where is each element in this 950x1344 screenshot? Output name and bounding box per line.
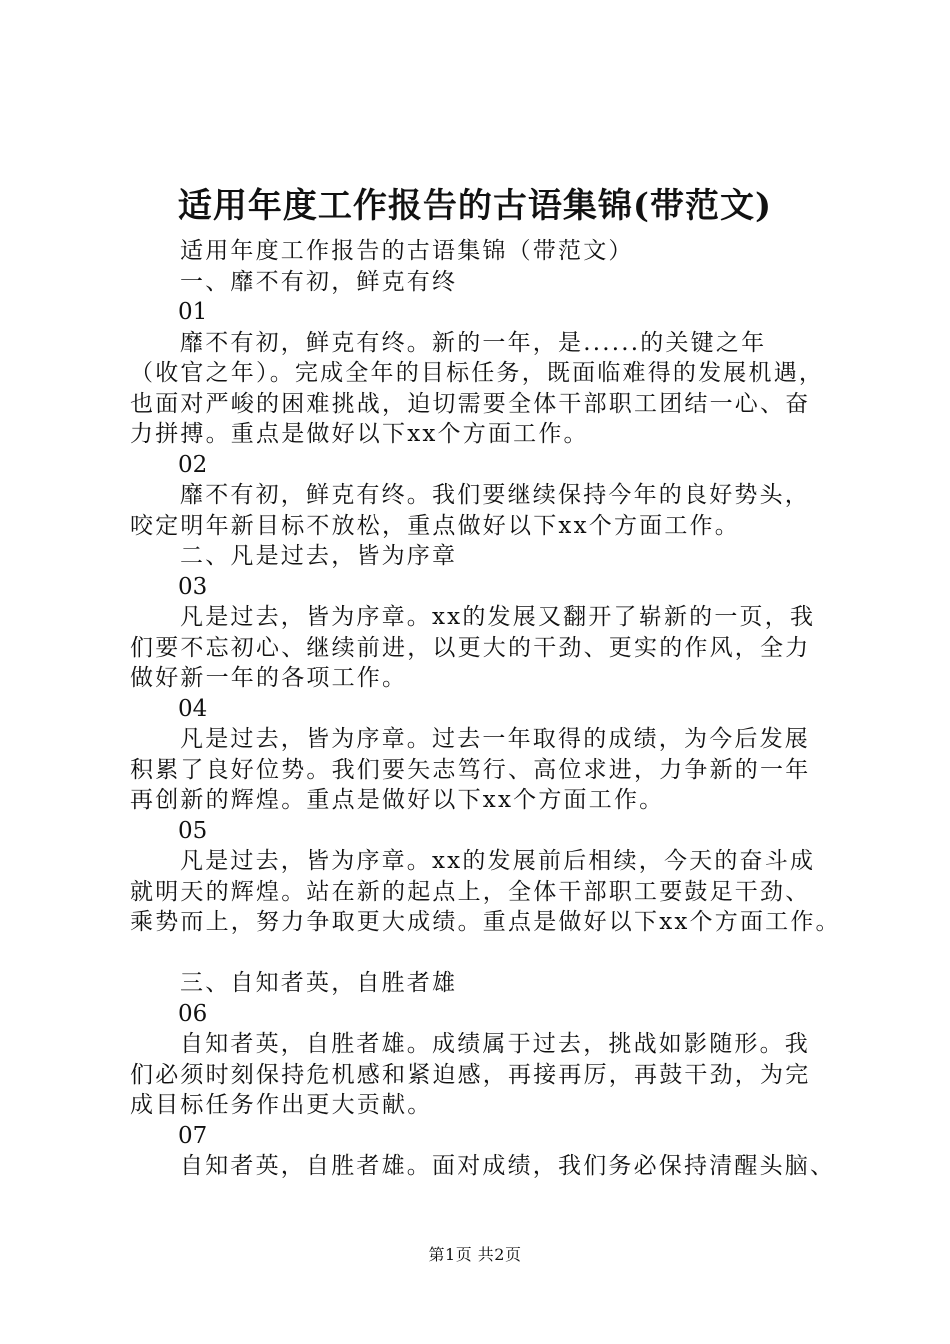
item-number: 06 bbox=[178, 1000, 208, 1027]
text-line: 靡不有初，鲜克有终。新的一年，是......的关键之年 bbox=[180, 329, 767, 356]
text-line: 们必须时刻保持危机感和紧迫感，再接再厉，再鼓干劲，为完 bbox=[130, 1061, 811, 1088]
text-line: 自知者英，自胜者雄。面对成绩，我们务必保持清醒头脑、 bbox=[180, 1153, 836, 1179]
text-line: 三、自知者英，自胜者雄 bbox=[180, 970, 458, 996]
text-line: 凡是过去，皆为序章。xx的发展又翻开了崭新的一页，我 bbox=[180, 604, 816, 630]
document-body bbox=[130, 236, 842, 1182]
text-line: 咬定明年新目标不放松，重点做好以下xx个方面工作。 bbox=[130, 512, 740, 539]
item-number: 03 bbox=[178, 573, 208, 600]
text-line: 力拼搏。重点是做好以下xx个方面工作。 bbox=[130, 421, 589, 447]
blank-line bbox=[130, 938, 842, 969]
document-title: 适用年度工作报告的古语集锦(带范文) bbox=[177, 186, 773, 226]
text-line: （收官之年）。完成全年的目标任务，既面临难得的发展机遇， bbox=[130, 360, 825, 386]
text-line: 成目标任务作出更大贡献。 bbox=[130, 1092, 433, 1118]
item-number: 05 bbox=[178, 817, 208, 844]
item-number: 07 bbox=[178, 1122, 208, 1149]
text-line: 也面对严峻的困难挑战，迫切需要全体干部职工团结一心、奋 bbox=[130, 390, 811, 417]
text-line: 积累了良好位势。我们要矢志笃行、高位求进，力争新的一年 bbox=[130, 756, 811, 783]
text-line: 再创新的辉煌。重点是做好以下xx个方面工作。 bbox=[130, 787, 665, 813]
text-line: 乘势而上，努力争取更大成绩。重点是做好以下xx个方面工作。 bbox=[130, 909, 841, 935]
text-line: 做好新一年的各项工作。 bbox=[130, 665, 408, 691]
text-line: 凡是过去，皆为序章。xx的发展前后相续，今天的奋斗成 bbox=[180, 848, 816, 874]
item-number: 04 bbox=[178, 695, 208, 722]
text-line: 一、靡不有初，鲜克有终 bbox=[180, 268, 458, 295]
item-number: 02 bbox=[178, 451, 208, 478]
text-line: 就明天的辉煌。站在新的起点上，全体干部职工要鼓足干劲、 bbox=[130, 878, 811, 905]
text-line: 凡是过去，皆为序章。过去一年取得的成绩，为今后发展 bbox=[180, 726, 810, 752]
text-line: 们要不忘初心、继续前进，以更大的干劲、更实的作风，全力 bbox=[130, 634, 811, 661]
text-line: 自知者英，自胜者雄。成绩属于过去，挑战如影随形。我 bbox=[180, 1031, 810, 1057]
text-line: 适用年度工作报告的古语集锦（带范文） bbox=[180, 238, 634, 264]
item-number: 01 bbox=[178, 299, 208, 325]
text-line: 二、凡是过去，皆为序章 bbox=[180, 543, 458, 569]
text-line: 靡不有初，鲜克有终。我们要继续保持今年的良好势头， bbox=[180, 482, 810, 508]
page-footer: 第1页 共2页 bbox=[428, 1245, 522, 1264]
